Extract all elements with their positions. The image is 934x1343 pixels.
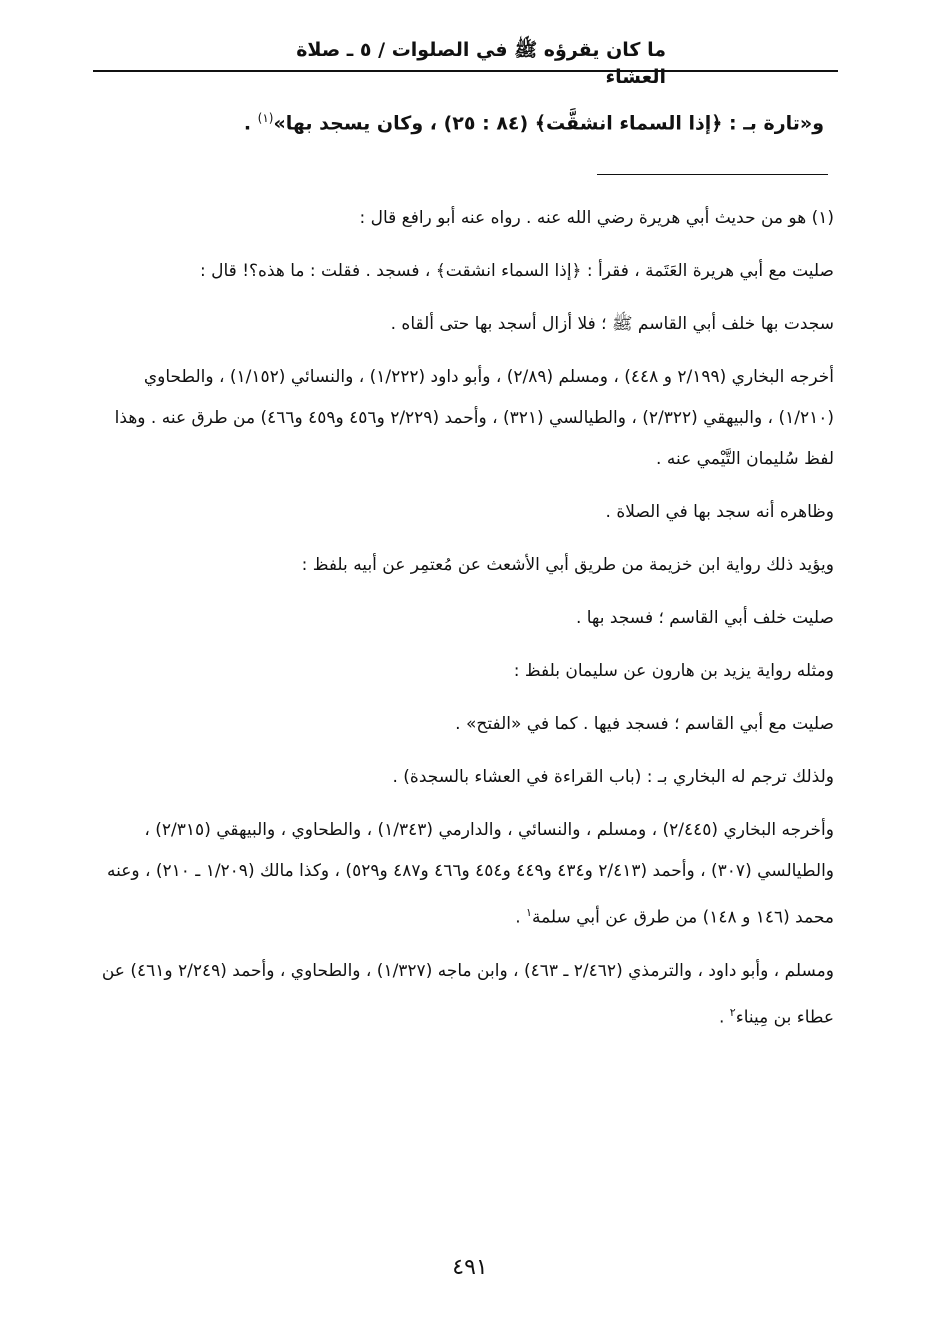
footnote-paragraph: ولذلك ترجم له البخاري بـ : (باب القراءة في العشاء بالسجدة) .: [392, 767, 834, 787]
footnote-paragraph: (١) هو من حديث أبي هريرة رضي الله عنه . رواه عنه أبو رافع قال :: [359, 208, 834, 228]
footnotes-block: [94, 198, 834, 1038]
footnote-paragraph: صليت مع أبي هريرة العَتَمة ، فقرأ : ﴿إذا السماء انشقت﴾ ، فسجد . فقلت : ما هذه؟! قال :: [200, 261, 834, 281]
footnote-paragraph: صليت مع أبي القاسم ؛ فسجد فيها . كما في «الفتح» .: [455, 714, 834, 734]
header-divider: [93, 70, 838, 72]
footnote-paragraph: صليت خلف أبي القاسم ؛ فسجد بها .: [575, 608, 834, 628]
footnote-text-end: .: [718, 1007, 730, 1028]
page-number: ٤٩١: [452, 1255, 488, 1280]
footnote-paragraph: [94, 951, 834, 1039]
running-header: ما كان يقرؤه ﷺ في الصلوات / ٥ ـ صلاة العشاء: [296, 39, 666, 88]
footnote-paragraph: وظاهره أنه سجد بها في الصلاة .: [605, 502, 834, 522]
footnote-marker: (١): [257, 111, 274, 125]
footnote-paragraph: ومثله رواية يزيد بن هارون عن سليمان بلفظ :: [513, 661, 834, 681]
main-text-line: [104, 98, 824, 143]
superscript-marker: ١: [526, 906, 532, 919]
footnote-paragraph: [94, 810, 834, 939]
footnote-paragraph: سجدت بها خلف أبي القاسم ﷺ ؛ فلا أزال أسجد بها حتى ألقاه .: [390, 314, 834, 334]
footnote-paragraph: أخرجه البخاري (٢/١٩٩ و ٤٤٨) ، ومسلم (٢/٨٩) ، وأبو داود (١/٢٢٢) ، والنسائي (١/١٥٢) ، والطحاوي (١/٢١٠) ، والبيهقي (٢/٣٢٢) ، والطيالسي (٣٢١) ، وأحمد (٢/٢٢٩ و٤٥٦ و٤٥٩ و٤٦٦) من طرق عنه . وهذا لفظ سُليمان التَّيْمي عنه .: [114, 367, 834, 469]
superscript-marker: ٢: [729, 1005, 736, 1019]
footnote-text: وأخرجه البخاري (٢/٤٤٥) ، ومسلم ، والنسائي ، والدارمي (١/٣٤٣) ، والطحاوي ، والبيهقي (٢/٣١٥) ، والطيالسي (٣٠٧) ، وأحمد (٢/٤١٣ و٤٣٤ و٤٤٩ و٤٥٤ و٤٦٦ و٤٨٧ و٥٢٩) ، وكذا مالك (١/٢٠٩ ـ ٢١٠) ، وعنه محمد (١٤٦ و ١٤٨) من طرق عن أبي سلمة: [106, 820, 834, 928]
main-text-end: .: [243, 112, 258, 135]
footnote-divider: [597, 174, 828, 175]
footnote-text: ومسلم ، وأبو داود ، والترمذي (٢/٤٦٢ ـ ٤٦٣) ، وابن ماجه (١/٣٢٧) ، والطحاوي ، وأحمد (٢/٢٤٩ و٤٦١) عن عطاء بن مِيناء: [101, 960, 834, 1028]
main-text: و«تارة بـ : ﴿إذا السماء انشقَّت﴾ (٨٤ : ٢٥) ، وكان يسجد بها»: [273, 112, 824, 135]
footnote-text-end: .: [515, 907, 527, 928]
footnote-paragraph: ويؤيد ذلك رواية ابن خزيمة من طريق أبي الأشعث عن مُعتمِر عن أبيه بلفظ :: [301, 555, 834, 575]
